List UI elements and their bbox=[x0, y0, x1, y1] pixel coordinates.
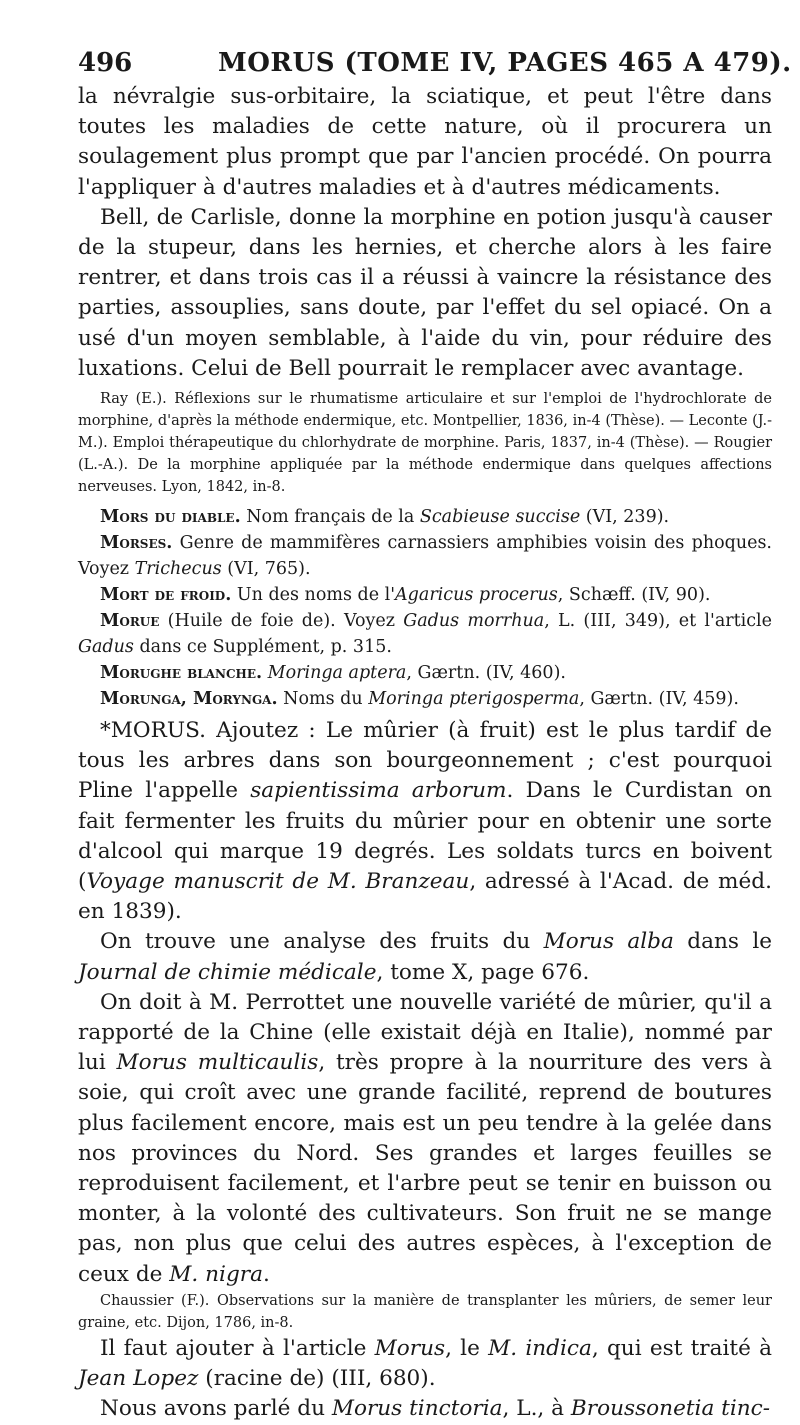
italic-run: sapientissima arborum bbox=[250, 778, 507, 804]
italic-run: Jean Lopez bbox=[78, 1366, 199, 1392]
entry-text: , Gærtn. (IV, 460). bbox=[406, 663, 566, 684]
entry-italic: Trichecus bbox=[134, 559, 222, 580]
text-run: On trouve une analyse des fruits du bbox=[100, 929, 544, 955]
italic-run: Morus alba bbox=[543, 929, 674, 955]
text-run: dans le bbox=[673, 929, 773, 955]
morus-heading: *MORUS. bbox=[100, 718, 206, 744]
text-run: . Dans le Curdistan on fait fermenter les fruits du mûrier pour en obtenir une sorte d'alcool qui marque 19 degrés. Les soldats turcs en boivent ( bbox=[78, 778, 772, 895]
entry-head: Morses. bbox=[100, 533, 173, 554]
italic-run: M. indica bbox=[488, 1335, 592, 1361]
entry-mors-du-diable bbox=[78, 504, 772, 530]
running-title: MORUS (TOME IV, PAGES 465 A 479). bbox=[218, 48, 792, 78]
entry-head: Morunga, Morynga. bbox=[100, 689, 278, 710]
page-header bbox=[78, 40, 792, 82]
italic-run: Morus tinctoria bbox=[331, 1396, 503, 1422]
text-run: , L., à bbox=[502, 1396, 571, 1422]
entry-italic: Moringa aptera bbox=[267, 663, 407, 684]
entry-text: Noms du bbox=[277, 689, 369, 710]
paragraph-morus-indica bbox=[78, 1334, 772, 1394]
text-run: , adressé à l'Acad. de méd. en 1839). bbox=[78, 869, 772, 925]
paragraph-morus-tinctoria bbox=[78, 1394, 772, 1424]
entry-text: , L. (III, 349), et l'article bbox=[544, 611, 773, 632]
italic-run: Journal de chimie médicale bbox=[78, 959, 377, 985]
text-run: (racine de) (III, 680). bbox=[198, 1366, 436, 1392]
entry-italic: Agaricus procerus bbox=[395, 585, 558, 606]
entry-text: Genre de mammifères carnassiers amphibies voisin des phoques. Voyez bbox=[78, 533, 772, 580]
page-number: 496 bbox=[78, 48, 133, 78]
entry-text: dans ce Supplément, p. 315. bbox=[133, 637, 392, 658]
entry-text: , Schæff. (IV, 90). bbox=[557, 585, 711, 606]
paragraph-morus-analysis bbox=[78, 927, 772, 987]
entry-text: (Huile de foie de). Voyez bbox=[159, 611, 404, 632]
entry-head: Morue bbox=[100, 611, 160, 632]
entry-italic: Gadus morrhua bbox=[403, 611, 545, 632]
text-run: , tome X, page 676. bbox=[376, 959, 590, 985]
entry-head: Mort de froid. bbox=[100, 585, 232, 606]
entry-italic: Scabieuse succise bbox=[419, 507, 581, 528]
reference-chaussier: Chaussier (F.). Observations sur la manière de transplanter les mûriers, de semer leur graine, etc. Dijon, 1786, in-8. bbox=[78, 1292, 772, 1331]
entry-text: (VI, 239). bbox=[580, 507, 670, 528]
text-run: Ajoutez : Le mûrier (à fruit) est le plus tardif de tous les arbres dans son bourgeonnement ; c'est pourquoi Pline l'appelle bbox=[78, 718, 772, 804]
entry-morunga bbox=[78, 686, 772, 712]
entry-mort-de-froid bbox=[78, 582, 772, 608]
italic-run: Morus multicaulis bbox=[116, 1050, 319, 1076]
italic-run: Broussonetia tinc- bbox=[570, 1396, 771, 1422]
italic-run: Morus bbox=[374, 1335, 446, 1361]
entry-head: Mors du diable. bbox=[100, 507, 241, 528]
entry-morughe-blanche bbox=[78, 660, 772, 686]
entry-italic: Moringa pterigosperma bbox=[368, 689, 580, 710]
italic-run: M. nigra bbox=[169, 1261, 263, 1287]
entry-text: (VI, 765). bbox=[221, 559, 311, 580]
text-run: Il faut ajouter à l'article bbox=[100, 1335, 375, 1361]
entry-morses bbox=[78, 530, 772, 582]
italic-run: Voyage manuscrit de M. Branzeau bbox=[86, 869, 470, 895]
paragraph-morus-perrottet bbox=[78, 988, 772, 1290]
reference-morphine: Ray (E.). Réflexions sur le rhumatisme articulaire et sur l'emploi de l'hydrochlorate de morphine, d'après la méthode endermique, etc. Montpellier, 1836, in-4 (Thèse). — Leconte (J.-M.). Emploi thérapeutique du chlorhydrate de morphine. Paris, 1837, in-4 (Thèse). — Rougier (L.-A.). De la morphine appliquée par la méthode endermique dans quelques affections nerveuses. Lyon, 1842, in-8. bbox=[78, 391, 772, 496]
entry-morue bbox=[78, 608, 772, 660]
text-run: On doit à M. Perrottet une nouvelle variété de mûrier, qu'il a rapporté de la Chine (elle existait déjà en Italie), nommé par lui bbox=[78, 989, 772, 1076]
entry-text: , Gærtn. (IV, 459). bbox=[579, 689, 739, 710]
paragraph-bell: Bell, de Carlisle, donne la morphine en potion jusqu'à causer de la stupeur, dans les hernies, et cherche alors à les faire rentrer, et dans trois cas il a réussi à vaincre la résistance des parties, assouplies, sans doute, par l'effet du sel opiacé. On a usé d'un moyen semblable, à l'aide du vin, pour réduire des luxations. Celui de Bell pourrait le remplacer avec avantage. bbox=[78, 204, 772, 381]
entry-text: Nom français de la bbox=[240, 507, 420, 528]
entry-text: Un des noms de l' bbox=[231, 585, 396, 606]
text-run: , le bbox=[445, 1335, 489, 1361]
entry-head: Morughe blanche. bbox=[100, 663, 263, 684]
text-run: Nous avons parlé du bbox=[100, 1396, 332, 1422]
paragraph-neuralgia: la névralgie sus-orbitaire, la sciatique, et peut l'être dans toutes les maladies de cette nature, où il procurera un soulagement plus prompt que par l'ancien procédé. On pourra l'appliquer à d'autres maladies et à d'autres médicaments. bbox=[78, 84, 772, 200]
entry-italic: Gadus bbox=[78, 637, 134, 658]
text-run: , très propre à la nourriture des vers à soie, qui croît avec une grande facilité, reprend de boutures plus facilement encore, mais est un peu tendre à la gelée dans nos provinces du Nord. Ses grandes et larges feuilles se reproduisent facilement, et l'arbre peut se tenir en buisson ou monter, à la volonté des cultivateurs. Son fruit ne se mange pas, non plus que celui des autres espèces, à l'exception de ceux de bbox=[78, 1050, 772, 1287]
text-run: . bbox=[262, 1261, 270, 1287]
paragraph-morus-intro bbox=[78, 716, 772, 927]
text-run: , qui est traité à bbox=[591, 1335, 772, 1361]
